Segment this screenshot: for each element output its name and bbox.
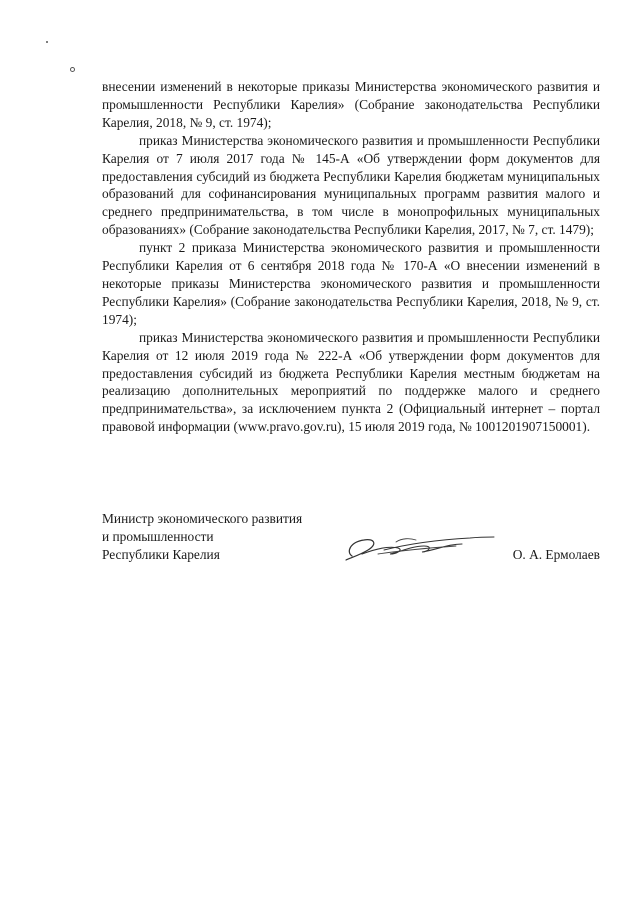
signer-title-line: Министр экономического развития xyxy=(102,511,303,526)
signature-block xyxy=(102,510,600,570)
signer-name: О. А. Ермолаев xyxy=(512,546,600,562)
signer-title xyxy=(102,510,302,564)
paragraph-order-222a: приказ Министерства экономического развития и промышленности Республики Карелия от 12 июля 2019 года № 222-А «Об утверждении форм документов для предоставления субсидий из бюджета Республики Карелия местным бюджетам на реализацию дополнительных мероприятий по поддержке малого и среднего предпринимательства», за исключением пункта 2 (Официальный интернет – портал правовой информации (www.pravo.gov.ru), 15 июля 2019 года, № 1001201907150001). xyxy=(102,329,600,435)
scan-speck xyxy=(70,67,75,72)
document-body xyxy=(102,78,600,436)
scan-speck xyxy=(46,41,48,43)
paragraph-continuation: внесении изменений в некоторые приказы Министерства экономического развития и промышленности Республики Карелия» (Собрание законодательства Республики Карелия, 2018, № 9, ст. 1974); xyxy=(102,79,600,130)
handwritten-signature xyxy=(338,524,498,566)
signer-title-line: и промышленности xyxy=(102,528,214,544)
paragraph-order-145a: приказ Министерства экономического развития и промышленности Республики Карелия от 7 июля 2017 года № 145-А «Об утверждении форм документов для предоставления субсидий из бюджета Республики Карелия бюджетам муниципальных образований для софинансирования муниципальных программ развития малого и среднего предпринимательства, в том числе в монопрофильных муниципальных образованиях» (Собрание законодательства Республики Карелия, 2017, № 7, ст. 1479); xyxy=(102,132,600,238)
paragraph-order-170a: пункт 2 приказа Министерства экономического развития и промышленности Республики Карелия от 6 сентября 2018 года № 170-А «О внесении изменений в некоторые приказы Министерства экономического развития и промышленности Республики Карелия» (Собрание законодательства Республики Карелия, 2018, № 9, ст. 1974); xyxy=(102,240,600,327)
signer-title-line: Республики Карелия xyxy=(102,546,220,562)
